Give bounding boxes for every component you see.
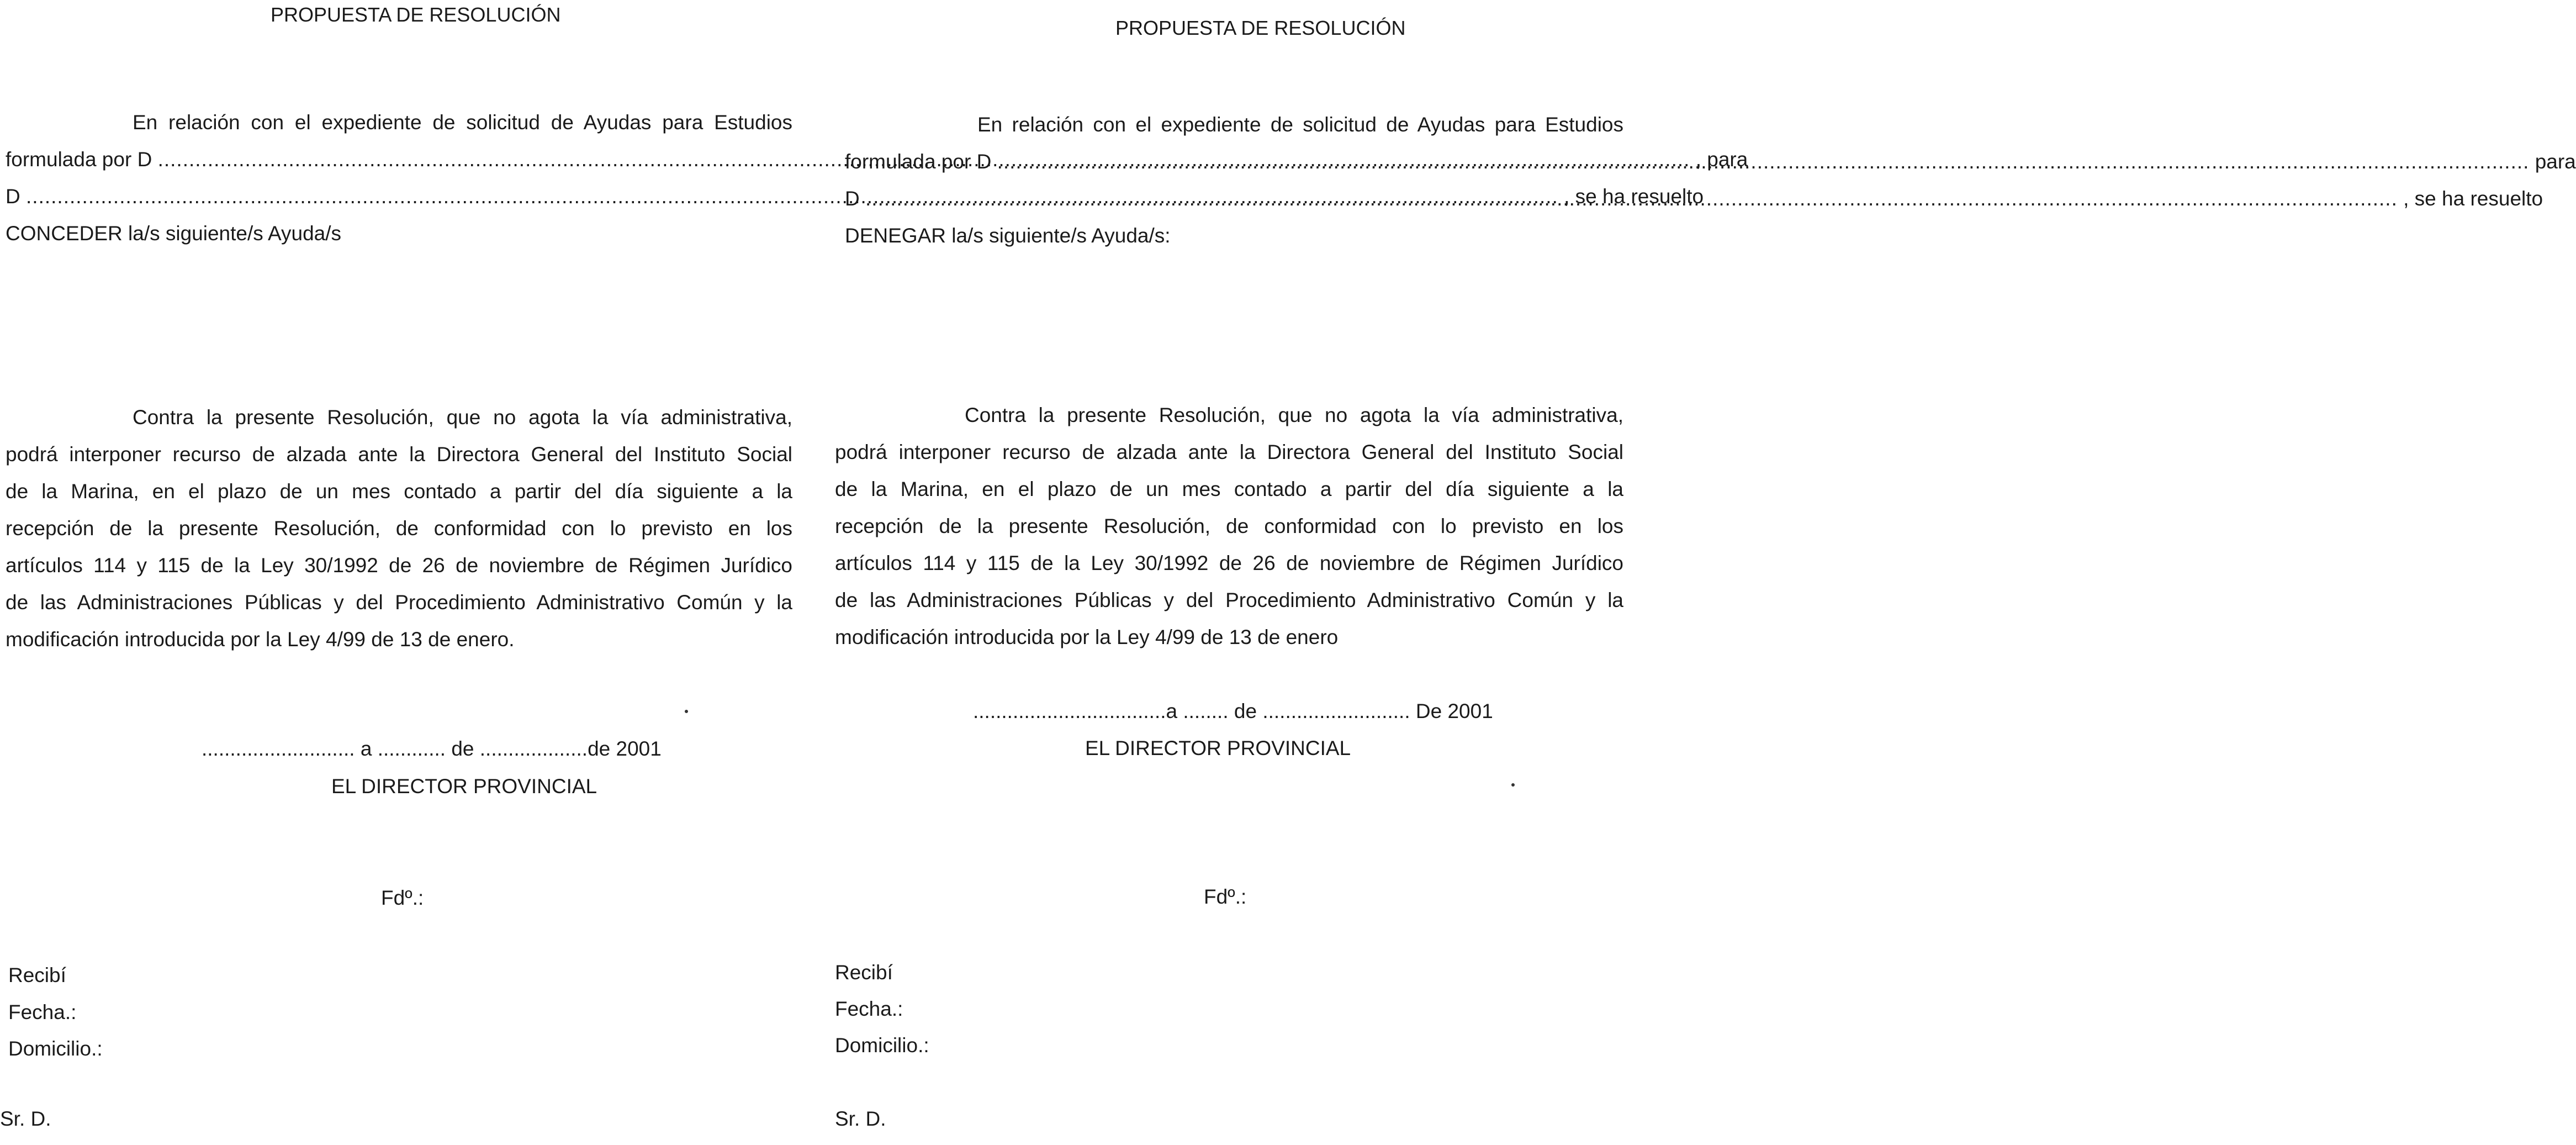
appeal-line: Contra la presente Resolución, que no agota la vía administrativa, bbox=[965, 404, 1623, 426]
appeal-line: Contra la presente Resolución, que no agota la vía administrativa, bbox=[133, 406, 792, 429]
signatory-title: EL DIRECTOR PROVINCIAL bbox=[331, 775, 597, 798]
intro-line-3-suffix: , se ha resuelto bbox=[1564, 185, 1704, 208]
right-form bbox=[828, 0, 2576, 1145]
beneficiary-label: D bbox=[845, 187, 860, 210]
appeal-line: de las Administraciones Públicas y del Procedimiento Administrativo Común y la bbox=[835, 589, 1623, 611]
appeal-line: de la Marina, en el plazo de un mes contado a partir del día siguiente a la bbox=[6, 480, 792, 503]
beneficiary-blank bbox=[865, 187, 2398, 210]
signature-label: Fdº.: bbox=[1204, 885, 1247, 908]
appeal-line: modificación introducida por la Ley 4/99 de 13 de enero bbox=[835, 626, 1339, 648]
applicant-blank bbox=[997, 150, 2530, 173]
intro-line-4: CONCEDER la/s siguiente/s Ayuda/s bbox=[6, 222, 342, 245]
applicant-label: formulada por D bbox=[6, 148, 152, 171]
intro-line-2-suffix: para bbox=[2535, 150, 2576, 173]
address-label: Domicilio.: bbox=[835, 1034, 929, 1057]
form-title: PROPUESTA DE RESOLUCIÓN bbox=[271, 3, 561, 26]
intro-line-1: En relación con el expediente de solicitud de Ayudas para Estudios bbox=[977, 113, 1623, 136]
appeal-line: de la Marina, en el plazo de un mes contado a partir del día siguiente a la bbox=[835, 478, 1623, 500]
receipt-label: Recibí bbox=[835, 961, 893, 984]
intro-line-1: En relación con el expediente de solicitud de Ayudas para Estudios bbox=[133, 111, 792, 134]
beneficiary-label: D bbox=[6, 185, 20, 208]
appeal-line: recepción de la presente Resolución, de conformidad con lo previsto en los bbox=[835, 515, 1623, 537]
appeal-paragraph bbox=[835, 397, 1623, 656]
intro-line-2-suffix: , para bbox=[1695, 148, 1748, 171]
form-title: PROPUESTA DE RESOLUCIÓN bbox=[1115, 17, 1406, 39]
appeal-line: podrá interponer recurso de alzada ante la Directora General del Instituto Social bbox=[835, 441, 1623, 463]
appeal-paragraph bbox=[6, 399, 792, 658]
date-line: ..................................a ........ de .......................... De 2001 bbox=[973, 700, 1493, 722]
appeal-line: artículos 114 y 115 de la Ley 30/1992 de 26 de noviembre de Régimen Jurídico bbox=[6, 554, 792, 577]
intro-line-4: DENEGAR la/s siguiente/s Ayuda/s: bbox=[845, 224, 1171, 247]
appeal-line: recepción de la presente Resolución, de conformidad con lo previsto en los bbox=[6, 517, 792, 540]
date-label: Fecha.: bbox=[835, 998, 903, 1020]
intro-line-3 bbox=[845, 180, 2543, 217]
addressee-label: Sr. D. bbox=[0, 1107, 51, 1130]
intro-line-2 bbox=[845, 143, 2576, 180]
addressee-label: Sr. D. bbox=[835, 1107, 886, 1130]
signatory-title: EL DIRECTOR PROVINCIAL bbox=[1085, 737, 1351, 759]
ink-speck bbox=[685, 710, 688, 713]
intro-paragraph bbox=[845, 106, 2576, 254]
appeal-line: podrá interponer recurso de alzada ante la Directora General del Instituto Social bbox=[6, 443, 792, 466]
signature-label: Fdº.: bbox=[381, 887, 424, 909]
intro-line-3 bbox=[6, 178, 1704, 215]
appeal-line: de las Administraciones Públicas y del Procedimiento Administrativo Común y la bbox=[6, 591, 792, 614]
applicant-label: formulada por D bbox=[845, 150, 992, 173]
date-label: Fecha.: bbox=[8, 1001, 77, 1023]
address-label: Domicilio.: bbox=[8, 1037, 103, 1060]
date-line: ........................... a ............ de ...................de 2001 bbox=[202, 737, 662, 760]
appeal-line: modificación introducida por la Ley 4/99 de 13 de enero. bbox=[6, 628, 515, 651]
receipt-label: Recibí bbox=[8, 964, 66, 986]
appeal-line: artículos 114 y 115 de la Ley 30/1992 de 26 de noviembre de Régimen Jurídico bbox=[835, 552, 1623, 574]
intro-line-3-suffix: , se ha resuelto bbox=[2403, 187, 2543, 210]
ink-speck bbox=[1511, 783, 1515, 787]
intro-line-2 bbox=[6, 141, 1748, 178]
